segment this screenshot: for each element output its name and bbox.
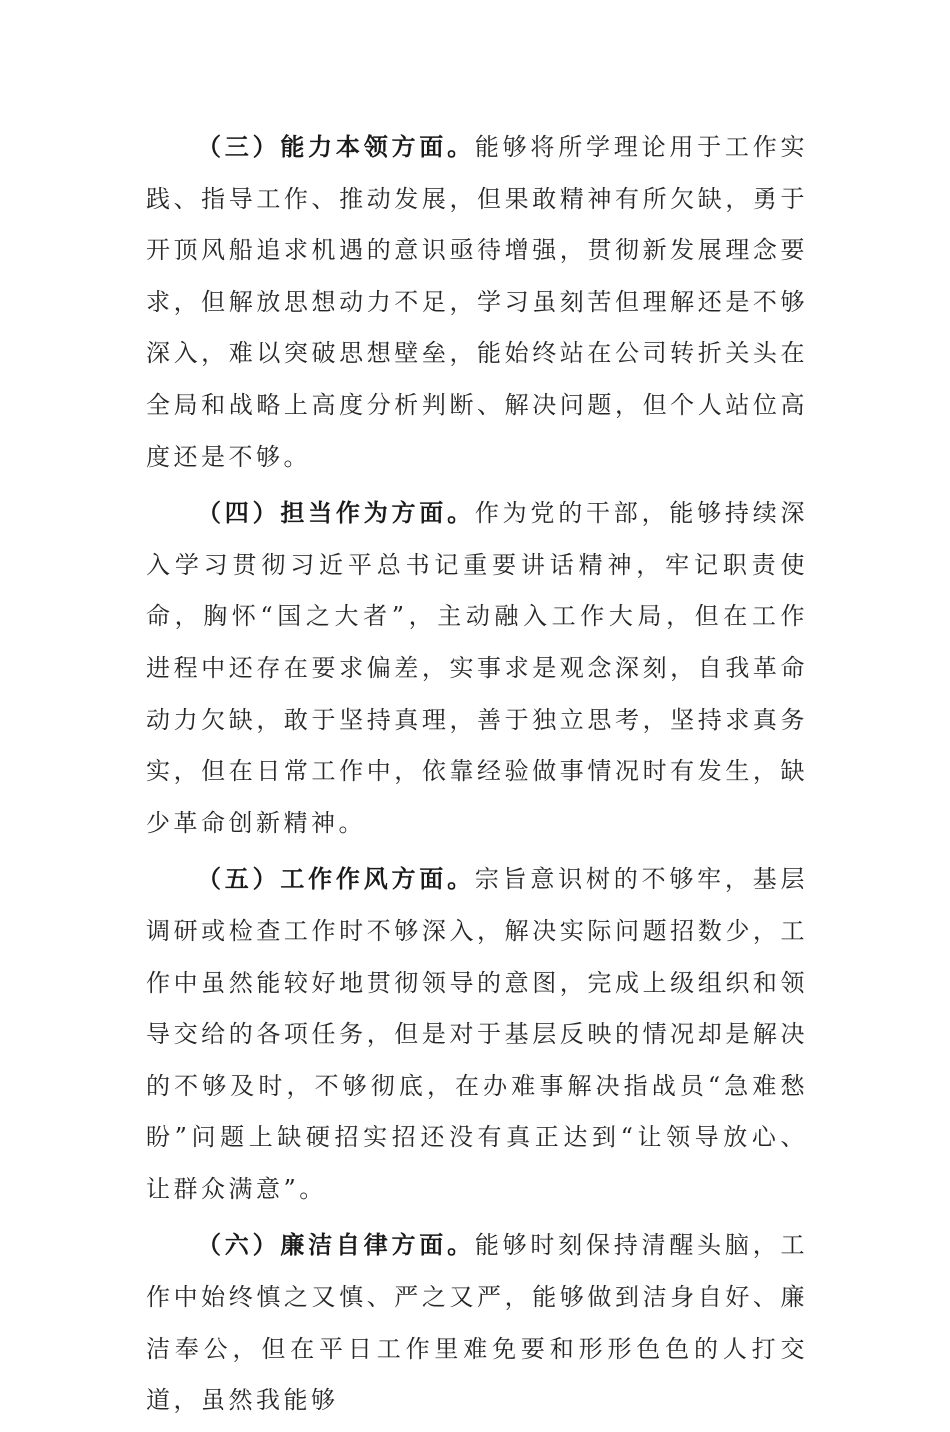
paragraph-responsibility [146,488,808,849]
paragraph-text: 能够将所学理论用于工作实践、指导工作、推动发展，但果敢精神有所欠缺，勇于开顶风船追求机遇的意识亟待增强，贯彻新发展理念要求，但解放思想动力不足，学习虽刻苦但理解还是不够深入，难以突破思想壁垒，能始终站在公司转折关头在全局和战略上高度分析判断、解决问题，但个人站位高度还是不够。 [146,133,809,471]
paragraph-ability [146,122,808,483]
paragraph-work-style [146,854,808,1215]
paragraph-heading: （五）工作作风方面。 [197,865,475,894]
paragraph-integrity [146,1220,808,1426]
paragraph-text: 作为党的干部，能够持续深入学习贯彻习近平总书记重要讲话精神，牢记职责使命，胸怀“国之大者”，主动融入工作大局，但在工作进程中还存在要求偏差，实事求是观念深刻，自我革命动力欠缺，敢于坚持真理，善于独立思考，坚持求真务实，但在日常工作中，依靠经验做事情况时有发生，缺少革命创新精神。 [146,499,809,837]
paragraph-heading: （四）担当作为方面。 [197,499,475,528]
paragraph-heading: （三）能力本领方面。 [197,133,475,161]
paragraph-heading: （六）廉洁自律方面。 [197,1231,475,1260]
document-body [146,122,808,1432]
paragraph-text: 宗旨意识树的不够牢，基层调研或检查工作时不够深入，解决实际问题招数少，工作中虽然能较好地贯彻领导的意图，完成上级组织和领导交给的各项任务，但是对于基层反映的情况却是解决的不够及时，不够彻底，在办难事解决指战员“急难愁盼”问题上缺硬招实招还没有真正达到“让领导放心、让群众满意”。 [146,865,809,1203]
paragraph-text: 能够时刻保持清醒头脑，工作中始终慎之又慎、严之又严，能够做到洁身自好、廉洁奉公，但在平日工作里难免要和形形色色的人打交道，虽然我能够 [146,1231,809,1415]
